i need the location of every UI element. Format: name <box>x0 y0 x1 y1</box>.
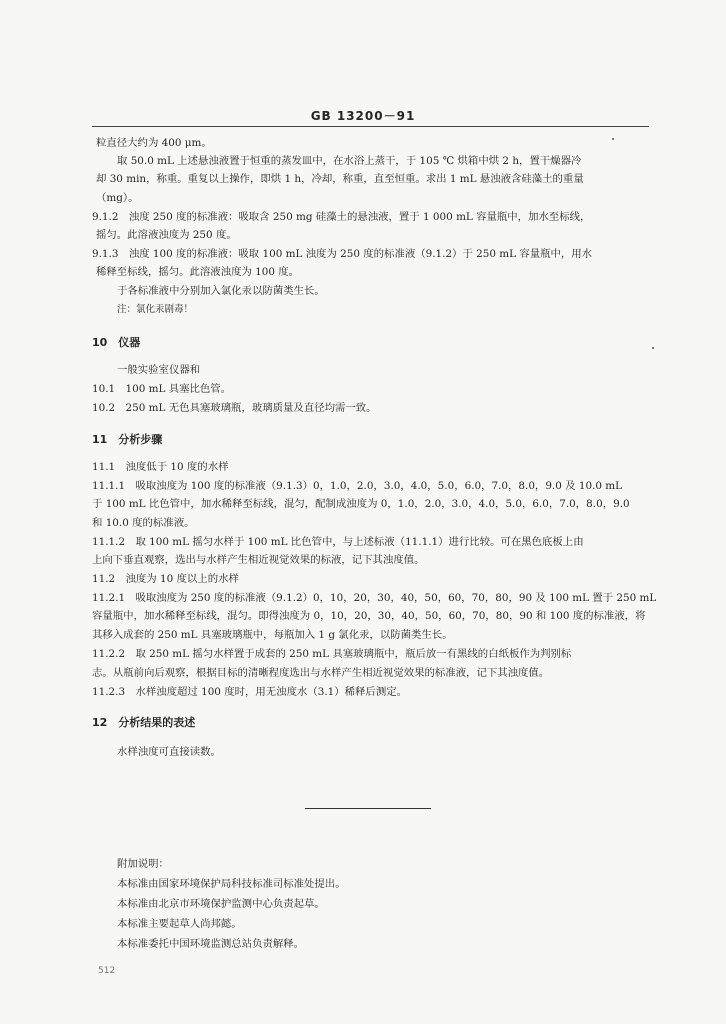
clause-11-1-2: 11.1.2 取 100 mL 摇匀水样于 100 mL 比色管中，与上述标液（11.1.1）进行比较。可在黑色底板上由 <box>92 536 584 548</box>
paragraph-line: 和 10.0 度的标准液。 <box>92 517 195 529</box>
additional-note: 本标准由国家环境保护局科技标准司标准处提出。 <box>117 878 346 890</box>
paragraph-line: 于 100 mL 比色管中，加水稀释至标线，混匀，配制成浊度为 0，1.0，2.0，3.0，4.0，5.0，6.0，7.0，8.0，9.0 <box>92 498 630 510</box>
paragraph-line: 容量瓶中，加水稀释至标线，混匀。即得浊度为 0，10，20，30，40，50，60，70，80，90 和 100 度的标准液，将 <box>92 610 646 622</box>
clause-11-2-3: 11.2.3 水样浊度超过 100 度时，用无浊度水（3.1）稀释后测定。 <box>92 686 407 698</box>
paragraph-line: 粒直径大约为 400 μm。 <box>96 137 212 149</box>
clause-10-1: 10.1 100 mL 具塞比色管。 <box>92 383 232 395</box>
paragraph-line: 其移入成套的 250 mL 具塞玻璃瓶中，每瓶加入 1 g 氯化汞，以防菌类生长。 <box>92 629 453 641</box>
clause-11-2-2: 11.2.2 取 250 mL 摇匀水样置于成套的 250 mL 具塞玻璃瓶中，瓶后放一有黑线的白纸板作为判别标 <box>92 648 572 660</box>
additional-note: 本标准委托中国环境监测总站负责解释。 <box>117 938 305 950</box>
paragraph-line: 一般实验室仪器和 <box>117 364 201 376</box>
clause-11-1: 11.1 浊度低于 10 度的水样 <box>92 461 229 473</box>
clause-11-2-1: 11.2.1 吸取浊度为 250 度的标准液（9.1.2）0，10，20，30，40，50，60，70，80，90 及 100 mL 置于 250 mL <box>92 592 657 604</box>
paragraph-line: （mg）。 <box>96 192 139 204</box>
paragraph-line: 却 30 min，称重。重复以上操作，即烘 1 h，冷却，称重，直至恒重。求出 1 mL 悬浊液含硅藻土的重量 <box>96 173 584 185</box>
header-rule <box>92 126 649 127</box>
scan-speck <box>612 138 614 140</box>
section-heading-11: 11 分析步骤 <box>92 433 163 446</box>
section-heading-10: 10 仪器 <box>92 336 141 349</box>
clause-10-2: 10.2 250 mL 无色具塞玻璃瓶，玻璃质量及直径均需一致。 <box>92 402 377 414</box>
clause-11-1-1: 11.1.1 吸取浊度为 100 度的标准液（9.1.3）0，1.0，2.0，3.0，4.0，5.0，6.0，7.0，8.0，9.0 及 10.0 mL <box>92 480 623 492</box>
clause-9-1-3: 9.1.3 浊度 100 度的标准液：吸取 100 mL 浊度为 250 度的标准液（9.1.2）于 250 mL 容量瓶中，用水 <box>92 248 593 260</box>
warning-note: 注：氯化汞剧毒！ <box>117 304 194 315</box>
separator-rule <box>305 808 431 809</box>
paragraph-line: 水样浊度可直接读数。 <box>117 746 221 758</box>
additional-notes-title: 附加说明： <box>117 858 169 870</box>
paragraph-line: 取 50.0 mL 上述悬浊液置于恒重的蒸发皿中，在水浴上蒸干，于 105 ℃ 烘箱中烘 2 h，置干燥器冷 <box>117 155 582 167</box>
additional-note: 本标准主要起草人尚邦懿。 <box>117 918 242 930</box>
additional-note: 本标准由北京市环境保护监测中心负责起草。 <box>117 898 325 910</box>
paragraph-line: 志。从瓶前向后观察，根据目标的清晰程度选出与水样产生相近视觉效果的标准液，记下其浊度值。 <box>92 667 550 679</box>
clause-9-1-2: 9.1.2 浊度 250 度的标准液：吸取含 250 mg 硅藻土的悬浊液，置于 1 000 mL 容量瓶中，加水至标线， <box>92 211 591 223</box>
scan-speck <box>652 347 654 349</box>
paragraph-line: 上向下垂直观察，选出与水样产生相近视觉效果的标液，记下其浊度值。 <box>92 554 425 566</box>
page-number: 512 <box>98 966 116 976</box>
paragraph-line: 稀释至标线，摇匀。此溶液浊度为 100 度。 <box>96 266 300 278</box>
paragraph-line: 摇匀。此溶液浊度为 250 度。 <box>96 229 237 241</box>
paragraph-line: 于各标准液中分别加入氯化汞以防菌类生长。 <box>117 285 325 297</box>
standard-number: GB 13200－91 <box>310 109 416 123</box>
clause-11-2: 11.2 浊度为 10 度以上的水样 <box>92 573 239 585</box>
section-heading-12: 12 分析结果的表述 <box>92 716 196 729</box>
